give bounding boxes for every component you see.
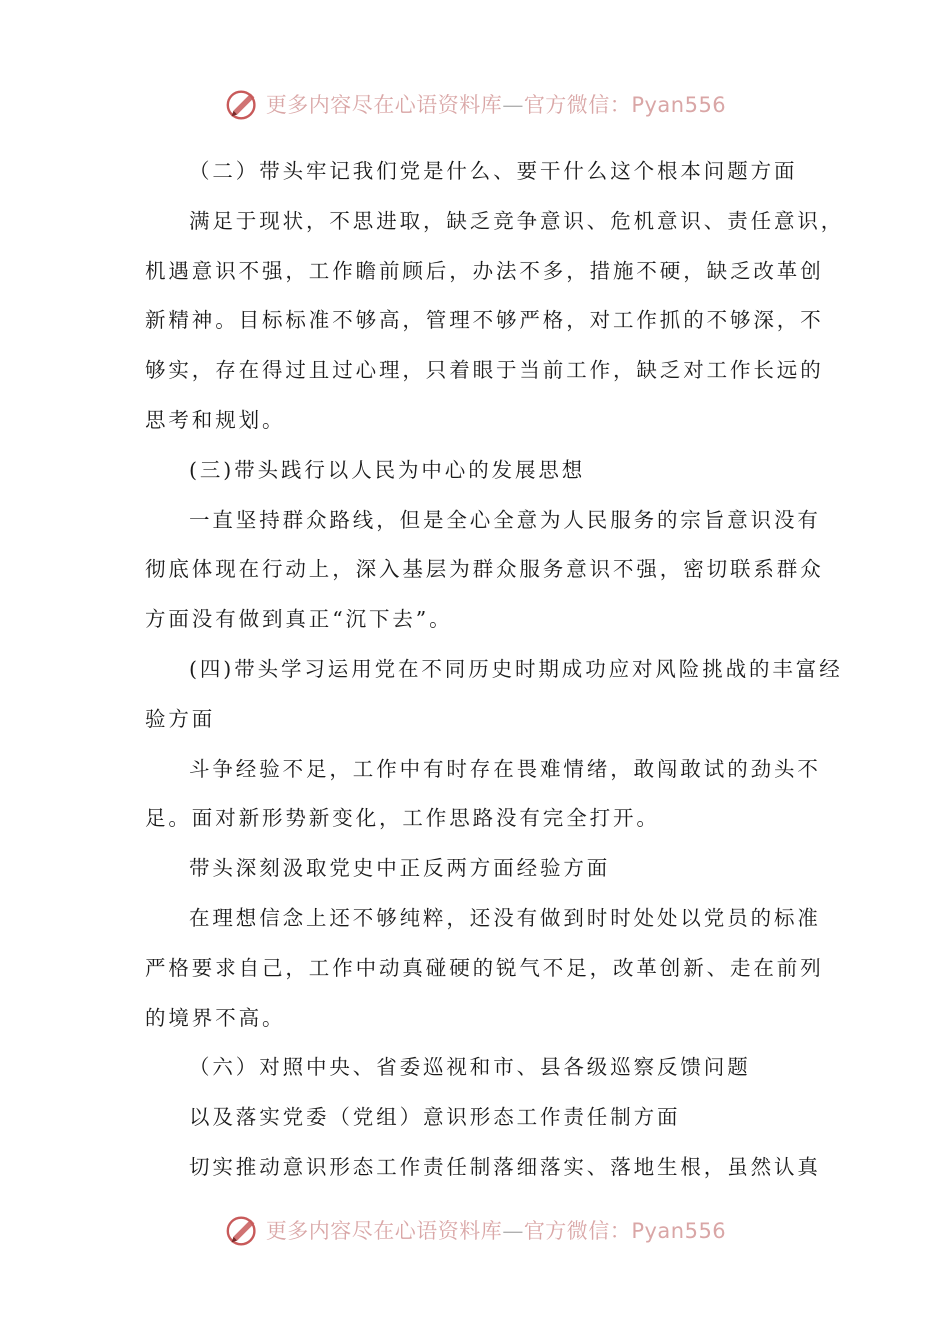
section-heading-4: (四)带头学习运用党在不同历史时期成功应对风险挑战的丰富经 (189, 656, 843, 681)
pen-logo-icon (224, 85, 262, 123)
paragraph-line: 够实，存在得过且过心理，只着眼于当前工作，缺乏对工作长远的 (145, 358, 824, 383)
watermark-separator: — (502, 1219, 524, 1243)
section-heading-5: 带头深刻汲取党史中正反两方面经验方面 (189, 856, 611, 881)
paragraph-line: 方面没有做到真正“沉下去”。 (145, 607, 453, 632)
paragraph-line: 思考和规划。 (145, 407, 286, 432)
watermark-brand: 更多内容尽在心语资料库 (265, 93, 503, 117)
document-body (145, 147, 845, 1193)
paragraph-line: 足。面对新形势新变化，工作思路没有完全打开。 (145, 806, 660, 831)
watermark-id: Pyan556 (631, 1219, 727, 1243)
paragraph-line: 一直坚持群众路线，但是全心全意为人民服务的宗旨意识没有 (189, 507, 821, 532)
section-heading-3: (三)带头践行以人民为中心的发展思想 (189, 457, 586, 482)
section-heading-2: （二）带头牢记我们党是什么、要干什么这个根本问题方面 (189, 159, 798, 183)
watermark-text (266, 1215, 726, 1245)
paragraph-line: 彻底体现在行动上，深入基层为群众服务意识不强，密切联系群众 (145, 557, 824, 582)
section-heading-6: （六）对照中央、省委巡视和市、县各级巡察反馈问题 (189, 1055, 751, 1080)
pen-logo-icon (224, 1211, 262, 1249)
paragraph-line: 满足于现状，不思进取，缺乏竞争意识、危机意识、责任意识， (189, 208, 845, 233)
watermark-separator: — (502, 93, 524, 117)
watermark-footer (0, 1210, 950, 1250)
paragraph-line: 的境界不高。 (145, 1005, 286, 1030)
paragraph-line: 机遇意识不强，工作瞻前顾后，办法不多，措施不硬，缺乏改革创 (145, 258, 824, 283)
paragraph-line: 切实推动意识形态工作责任制落细落实、落地生根，虽然认真 (189, 1154, 821, 1179)
watermark-id: Pyan556 (631, 93, 727, 117)
paragraph-line: 严格要求自己，工作中动真碰硬的锐气不足，改革创新、走在前列 (145, 955, 824, 980)
watermark-brand: 更多内容尽在心语资料库 (265, 1219, 503, 1243)
paragraph-line: 在理想信念上还不够纯粹，还没有做到时时处处以党员的标准 (189, 905, 821, 930)
watermark-header (0, 84, 950, 124)
watermark-label: 官方微信： (523, 1219, 632, 1243)
section-heading-6-cont: 以及落实党委（党组）意识形态工作责任制方面 (189, 1105, 681, 1130)
paragraph-line: 新精神。目标标准不够高，管理不够严格，对工作抓的不够深，不 (145, 308, 824, 333)
watermark-text (266, 89, 726, 119)
watermark-label: 官方微信： (523, 93, 632, 117)
paragraph-line: 斗争经验不足，工作中有时存在畏难情绪，敢闯敢试的劲头不 (189, 756, 821, 781)
section-heading-4-cont: 验方面 (145, 706, 216, 731)
